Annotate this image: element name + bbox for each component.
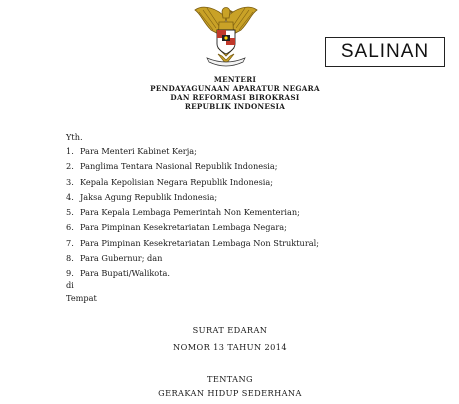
- ministry-heading: [140, 75, 330, 111]
- heading-line: DAN REFORMASI BIROKRASI: [170, 93, 300, 102]
- garuda-emblem-icon: [189, 0, 263, 70]
- list-item: [66, 251, 319, 266]
- list-item: [66, 190, 319, 205]
- item-text: Para Kepala Lembaga Pemerintah Non Kementerian;: [80, 207, 300, 218]
- list-item: [66, 236, 319, 251]
- item-number: 1.: [66, 146, 74, 156]
- list-item: [66, 175, 319, 190]
- heading-line: REPUBLIK INDONESIA: [184, 102, 286, 111]
- item-text: Panglima Tentara Nasional Republik Indonesia;: [80, 161, 278, 172]
- recipient-list: [66, 144, 319, 282]
- item-number: 3.: [66, 176, 74, 187]
- item-number: 6.: [66, 222, 74, 233]
- item-number: 9.: [66, 268, 74, 279]
- heading-line: PENDAYAGUNAAN APARATUR NEGARA: [150, 84, 320, 93]
- item-text: Para Bupati/Walikota.: [80, 268, 170, 279]
- item-number: 5.: [66, 207, 74, 218]
- letter-number: NOMOR 13 TAHUN 2014: [173, 342, 287, 352]
- list-item: [66, 144, 319, 159]
- item-text: Kepala Kepolisian Negara Republik Indonesia;: [80, 176, 274, 187]
- letter-subject: GERAKAN HIDUP SEDERHANA: [158, 388, 302, 398]
- item-number: 7.: [66, 237, 74, 248]
- item-text: Para Pimpinan Kesekretariatan Lembaga Negara;: [80, 222, 287, 233]
- item-number: 4.: [66, 191, 74, 202]
- item-text: Para Menteri Kabinet Kerja;: [80, 146, 197, 156]
- item-text: Para Gubernur; dan: [80, 253, 163, 264]
- item-number: 2.: [66, 161, 74, 172]
- list-item: [66, 220, 319, 235]
- salutation: Yth.: [66, 132, 83, 142]
- list-item: [66, 205, 319, 220]
- item-text: Para Pimpinan Kesekretariatan Lembaga Non Struktural;: [80, 237, 319, 248]
- list-item: [66, 159, 319, 174]
- location-di: di: [66, 280, 74, 290]
- list-item: [66, 266, 319, 281]
- item-text: Jaksa Agung Republik Indonesia;: [80, 191, 218, 202]
- item-number: 8.: [66, 253, 74, 264]
- salinan-stamp: SALINAN: [325, 37, 445, 67]
- heading-line: MENTERI: [213, 75, 257, 84]
- letter-title: SURAT EDARAN: [192, 325, 268, 335]
- letter-about: TENTANG: [206, 374, 254, 384]
- location-tempat: Tempat: [66, 293, 97, 303]
